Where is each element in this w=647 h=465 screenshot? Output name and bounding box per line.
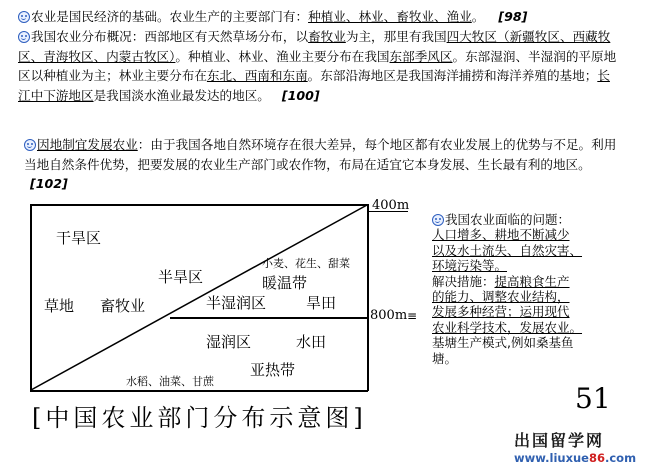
problems-solutions-notes: [432, 212, 622, 366]
label-arid-region: 干旱区: [56, 229, 102, 247]
diagram-label-800m: 800m: [370, 308, 408, 323]
p2-yangtze: 长江中下游地区: [18, 68, 610, 103]
watermark: [514, 428, 642, 465]
problem-line-1: 人口增多、耕地不断减少: [432, 227, 570, 243]
solution-line-2: 的能力、调整农业结构，: [432, 289, 570, 305]
label-north-crops: 小麦、花生、甜菜: [262, 257, 350, 270]
label-semi-arid-region: 半旱区: [158, 268, 204, 286]
solution-line-1: 提高粮食生产: [494, 273, 570, 289]
label-paddy-field: 水田: [296, 333, 327, 351]
solution-label: 解决措施：: [432, 273, 495, 289]
label-animal-husbandry: 畜牧业: [100, 297, 146, 315]
problems-heading: 我国农业面临的问题：: [445, 212, 571, 227]
label-dry-field: 旱田: [306, 294, 337, 312]
label-semi-humid-region: 半湿润区: [206, 294, 267, 312]
label-south-crops: 水稻、油菜、甘蔗: [126, 375, 214, 388]
p2-monsoon: 东部季风区: [389, 48, 453, 64]
p2-text-c: 为主，那里有我国: [345, 29, 447, 44]
p2-text-f: 。种植业、林业、渔业主要分布在我国: [175, 48, 390, 64]
watermark-url-b: 86: [588, 451, 605, 465]
dike-pond-line-2: 塘。: [432, 350, 458, 366]
problem-line-2: 以及水土流失、自然灾害、: [432, 242, 583, 258]
p3-ref: [102]: [30, 176, 68, 191]
watermark-url: [514, 451, 642, 465]
solution-line-3: 发展多种经营；运用现代: [432, 304, 570, 320]
watermark-cn: 出国留学网: [514, 431, 605, 450]
label-humid-region: 湿润区: [206, 333, 252, 351]
p1-sectors: 种植业、林业、畜牧业、渔业: [308, 9, 472, 24]
p1-period: 。: [471, 9, 485, 24]
p2-forest-areas: 东北、西南和东南: [206, 68, 308, 83]
p2-text-j: 。东部沿海地区是我国海洋捕捞和海洋养殖的基地；: [307, 68, 598, 83]
p2-text-a: 我国农业分布概况：西部地区有天然草场分布，以: [31, 29, 309, 44]
dike-pond-line-1: 基塘生产模式,例如桑基鱼: [432, 335, 574, 351]
p3-heading: 因地制宜发展农业: [37, 137, 138, 152]
diagram-800m-mark: ≡: [407, 309, 418, 323]
label-grassland: 草地: [44, 297, 75, 315]
p2-text-h: 。东部湿润、半湿润的平原地区以种植业为主；林业主要分布在: [18, 48, 617, 83]
label-subtropical: 亚热带: [250, 361, 296, 379]
p2-four-pastures: 四大牧区: [446, 29, 497, 44]
p2-pasture-list: （新疆牧区、西藏牧区、青海牧区、内蒙古牧区）: [18, 29, 611, 64]
smiley-icon: [432, 214, 444, 226]
label-warm-temperate: 暖温带: [262, 274, 308, 292]
p1-text: 农业是国民经济的基础。农业生产的主要部门有：: [31, 9, 309, 24]
problem-line-3: 环境污染等。: [432, 258, 508, 274]
watermark-url-c: .com: [605, 451, 637, 465]
p2-ref: [100]: [281, 87, 320, 103]
watermark-url-a: www.liuxue: [514, 451, 589, 465]
p2-animal: 畜牧业: [308, 29, 346, 44]
diagram-label-400m: 400m: [372, 198, 410, 213]
diagram-title: [中国农业部门分布示意图]: [32, 404, 367, 432]
p2-text-l: 是我国淡水渔业最发达的地区。: [93, 87, 270, 103]
p3-text: ：由于我国各地自然环境存在很大差异，每个地区都有农业发展上的优势与不足。利用当地自然条件优势，把要发展的农业生产部门或农作物，布局在适宜它本身发展、生长最有利的地区。: [24, 137, 617, 172]
page-number: 51: [575, 382, 611, 415]
solution-line-4: 农业科学技术，发展农业。: [432, 319, 583, 335]
p1-ref: [98]: [498, 9, 528, 24]
